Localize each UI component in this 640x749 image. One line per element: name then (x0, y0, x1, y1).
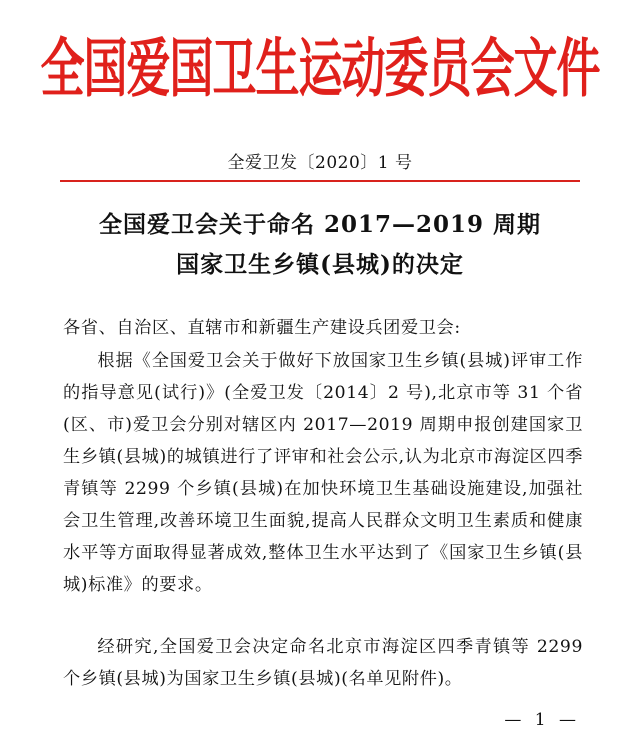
document-title-line-2: 国家卫生乡镇(县城)的决定 (176, 251, 464, 278)
masthead (0, 18, 640, 108)
document-number: 全爱卫发〔2020〕1 号 (227, 153, 413, 173)
body-paragraph-1: 根据《全国爱卫会关于做好下放国家卫生乡镇(县城)评审工作的指导意见(试行)》(全爱卫发〔2014〕2 号),北京市等 31 个省(区、市)爱卫会分别对辖区内 2017—2019 周期申报创建国家卫生乡镇(县城)的城镇进行了评审和社会公示,认为北京市海淀区四季青镇等 2299 个乡镇(县城)在加快环境卫生基础设施建设,加强社会卫生管理,改善环境卫生面貌,提高人民群众文明卫生素质和健康水平等方面取得显著成效,整体卫生水平达到了《国家卫生乡镇(县城)标准》的要求。 (63, 351, 583, 595)
page-number: — 1 — (504, 710, 580, 730)
salutation: 各省、自治区、直辖市和新疆生产建设兵团爱卫会: (63, 318, 461, 338)
masthead-title: 全国爱国卫生运动委员会文件 (40, 32, 600, 107)
body-paragraph-2: 经研究,全国爱卫会决定命名北京市海淀区四季青镇等 2299 个乡镇(县城)为国家卫生乡镇(县城)(名单见附件)。 (63, 637, 583, 689)
document-title-line-1: 全国爱卫会关于命名 2017—2019 周期 (98, 211, 542, 238)
red-separator-line (60, 180, 580, 182)
